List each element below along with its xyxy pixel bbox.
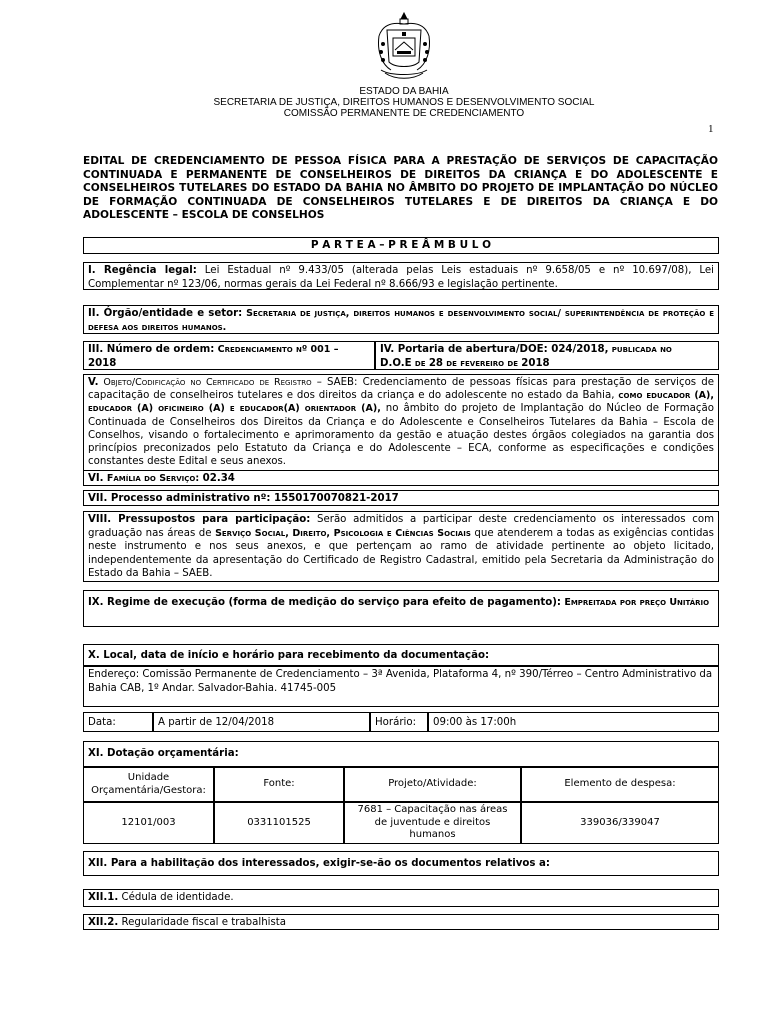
header-commission: COMISSÃO PERMANENTE DE CREDENCIAMENTO [283,108,525,119]
regencia-text: Lei Estadual nº 9.433/05 (alterada pelas Leis estaduais nº 9.658/05 e nº 10.697/08), Lei Complementar nº 123/06, normas gerais da Lei Federal nº 8.666/93 e legislação pertinente. [88,265,714,290]
section-local-title: X. Local, data de início e horário para recebimento da documentação: [83,644,719,666]
dotacao-header-elemento: Elemento de despesa: [521,767,719,802]
orgao-text: Secretaria de justiça, direitos humanos e desenvolvimento social/ superintendência de proteção e defesa aos direitos humanos. [88,308,714,333]
dotacao-header-unidade: Unidade Orçamentária/Gestora: [83,767,214,802]
regencia-label: I. Regência legal: [88,265,197,276]
section-familia-servico [83,470,719,486]
familia-text: Família do Serviço: [103,473,200,484]
orgao-label: II. Órgão/entidade e setor: [88,308,243,319]
dotacao-projeto-value: 7681 – Capacitação nas áreas de juventude e direitos humanos [344,802,521,844]
section-habilitacao-title: XII. Para a habilitação dos interessados, exigir-se-ão os documentos relativos a: [83,851,719,876]
portaria-de: de [411,357,429,369]
dotacao-header-fonte: Fonte: [214,767,344,802]
familia-value: 02.34 [199,473,235,484]
portaria-year: 2018 [521,357,550,369]
objeto-roles: como educador (A), educador (A) oficineiro (A) e educador(A) orientador (A), [88,390,714,415]
item2-label: XII.2. [88,917,119,928]
numero-year: 2018 [88,357,117,369]
section-orgao [83,305,719,334]
section-objeto [83,374,719,471]
date-value: A partir de 12/04/2018 [153,712,370,732]
familia-label: VI. [88,473,104,484]
time-value: 09:00 às 17:00h [428,712,719,732]
dotacao-fonte-value: 0331101525 [214,802,344,844]
item1-label: XII.1. [88,892,119,903]
pressupostos-text1: Serão admitidos a participar deste credenciamento os interessados com graduação nas áreas de [88,514,715,539]
objeto-label: V. [88,377,99,388]
section-local-address: Endereço: Comissão Permanente de Credenciamento – 3ª Avenida, Plataforma 4, nº 390/Térreo – Centro Administrativo da Bahia CAB, 1º Andar. Salvador-Bahia. 41745-005 [83,666,719,707]
regime-value: Empreitada por preço Unitário [561,597,710,608]
portaria-doe: D.O.E [380,357,412,369]
numero-text: Credenciamento nº 001 – [214,344,339,355]
section-pressupostos [83,511,719,582]
coat-of-arms-emblem [373,10,435,82]
dotacao-unidade-value: 12101/003 [83,802,214,844]
date-label: Data: [83,712,153,732]
time-label: Horário: [370,712,428,732]
header-secretariat: SECRETARIA DE JUSTIÇA, DIREITOS HUMANOS E DESENVOLVIMENTO SOCIAL [213,97,595,108]
section-dotacao-title: XI. Dotação orçamentária: [83,741,719,767]
numero-label: III. Número de ordem: [88,344,215,355]
section-regime-execucao [83,590,719,627]
pressupostos-label: VIII. Pressupostos para participação: [88,514,311,525]
pressupostos-text2: que atenderem a todas as exigências contidas neste instrumento e nos seus anexos, e que pertençam ao ramo de atividade pertinente ao objeto licitado, independentemente da apresentação do Certificado de Registro Cadastral, emitido pela Secretaria da Administração do Estado da Bahia – SAEB. [88,527,714,579]
header-state: ESTADO DA BAHIA [359,86,449,97]
item2-text: Regularidade fiscal e trabalhista [118,917,287,928]
portaria-label: IV. Portaria de abertura/DOE: 024/2018, [380,344,609,355]
portaria-text: publicada no [608,344,672,355]
regime-label: IX. Regime de execução (forma de medição do serviço para efeito de pagamento): [88,597,562,608]
edital-title: EDITAL DE CREDENCIAMENTO DE PESSOA FÍSICA PARA A PRESTAÇÃO DE SERVIÇOS DE CAPACITAÇÃO CONTINUADA E PERMANENTE DE CONSELHEIROS DE DIREITOS DA CRIANÇA E DO ADOLESCENTE E CONSELHEIROS TUTELARES DO ESTADO DA BAHIA NO ÂMBITO DO PROJETO DE IMPLANTAÇÃO DO NÚCLEO DE FORMAÇÃO CONTINUADA DE CONSELHEIROS TUTELARES E DE DIREITOS DA CRIANÇA E DO ADOLESCENTE – ESCOLA DE CONSELHOS [83,155,718,222]
item1-text: Cédula de identidade. [118,892,234,903]
pressupostos-areas: Serviço Social, Direito, Psicologia e Ciências Sociais [215,527,471,539]
section-numero-ordem [83,341,375,370]
section-regencia-legal [83,262,719,290]
section-processo: VII. Processo administrativo nº: 1550170070821-2017 [83,490,719,506]
page-number: 1 [708,123,714,135]
section-portaria [375,341,719,370]
objeto-text2: no âmbito do projeto de Implantação do Núcleo de Formação Continuada de Conselheiros dos Direitos da Criança e do Adolescente e Conselheiros Tutelares da Bahia – Escola de Conselhos, visando o fortalecimento e aprimoramento da gestão e atuação destes órgãos colegiados na garantia dos princípios preconizados pelo Estatuto da Criança e do Adolescente – ECA, conforme as especificações e condições constantes deste Edital e seus anexos. [88,403,714,468]
objeto-codificacao: Objeto/Codificação no Certificado de Registro [98,377,312,388]
habilitacao-item-2 [83,914,719,930]
portaria-month: de fevereiro de [443,357,522,369]
objeto-text1: – SAEB: Credenciamento de pessoas físicas para prestação de serviços de capacitação de conselheiros tutelares e dos direitos da criança e do adolescente no estado da Bahia, [88,377,714,402]
portaria-day: 28 [428,357,443,369]
part-a-heading: P A R T E A – P R E Â M B U L O [83,237,719,254]
dotacao-header-projeto: Projeto/Atividade: [344,767,521,802]
habilitacao-item-1 [83,889,719,907]
dotacao-elemento-value: 339036/339047 [521,802,719,844]
